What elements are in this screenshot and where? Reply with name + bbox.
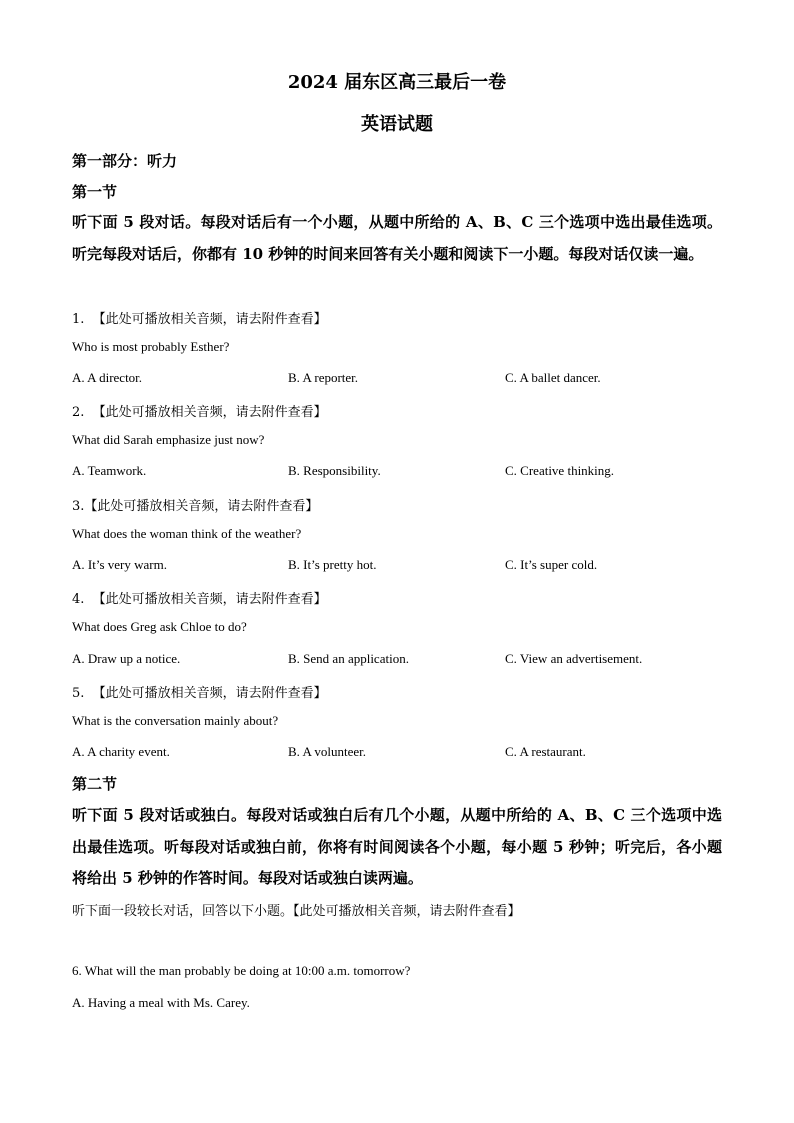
question-6-option-a[interactable]: A. Having a meal with Ms. Carey. [72, 995, 250, 1010]
dialogue-intro: 听下面一段较长对话，回答以下小题。【此处可播放相关音频，请去附件查看】 [72, 904, 521, 919]
question-5-option-b[interactable]: B. A volunteer. [288, 744, 366, 759]
section2-instructions: 听下面 5 段对话或独白。每段对话或独白后有几个小题，从题中所给的 A、B、C 三个选项中选出最佳选项。听每段对话或独白前，你将有时间阅读各个小题，每小题 5 秒钟；听完后，各小题将给出 5 秒钟的作答时间。每段对话或独白读两遍。 [72, 806, 722, 887]
question-2-option-c[interactable]: C. Creative thinking. [505, 463, 615, 478]
question-5-option-a[interactable]: A. A charity event. [72, 744, 170, 759]
exam-title: 2024 届东区高三最后一卷 [287, 72, 507, 93]
question-3-header [72, 495, 318, 514]
question-5-header [72, 682, 327, 701]
question-1-stem: Who is most probably Esther? [72, 339, 230, 354]
section1-heading: 第一节 [72, 183, 118, 201]
question-number: 5. [72, 686, 85, 701]
question-2-stem: What did Sarah emphasize just now? [72, 432, 265, 447]
question-2-option-a[interactable]: A. Teamwork. [72, 463, 147, 478]
question-5-stem: What is the conversation mainly about? [72, 713, 279, 728]
question-3-option-c[interactable]: C. It’s super cold. [505, 557, 598, 572]
exam-subtitle: 英语试题 [361, 114, 433, 135]
question-1-option-b[interactable]: B. A reporter. [288, 370, 359, 385]
question-number: 2. [72, 405, 85, 420]
part1-heading: 第一部分：听力 [72, 152, 178, 170]
question-3-stem: What does the woman think of the weather? [72, 526, 302, 541]
question-5-option-c[interactable]: C. A restaurant. [505, 744, 586, 759]
audio-note: 【此处可播放相关音频，请去附件查看】 [92, 312, 327, 327]
audio-note: 【此处可播放相关音频，请去附件查看】 [92, 405, 327, 420]
question-3-option-b[interactable]: B. It’s pretty hot. [288, 557, 377, 572]
question-4-option-c[interactable]: C. View an advertisement. [505, 651, 643, 666]
question-4-option-a[interactable]: A. Draw up a notice. [72, 651, 181, 666]
section1-instructions: 听下面 5 段对话。每段对话后有一个小题，从题中所给的 A、B、C 三个选项中选出最佳选项。听完每段对话后，你都有 10 秒钟的时间来回答有关小题和阅读下一小题。每段对话仅读一遍。 [72, 213, 722, 263]
audio-note: 【此处可播放相关音频，请去附件查看】 [92, 686, 327, 701]
question-4-option-b[interactable]: B. Send an application. [288, 651, 409, 666]
question-3-option-a[interactable]: A. It’s very warm. [72, 557, 167, 572]
audio-note: 【此处可播放相关音频，请去附件查看】 [92, 592, 327, 607]
question-1-option-c[interactable]: C. A ballet dancer. [505, 370, 601, 385]
question-number: 1. [72, 312, 85, 327]
section2-heading: 第二节 [72, 775, 118, 793]
question-2-option-b[interactable]: B. Responsibility. [288, 463, 381, 478]
question-1-option-a[interactable]: A. A director. [72, 370, 143, 385]
question-number: 3. [72, 499, 85, 514]
question-4-header [72, 588, 327, 607]
question-4-stem: What does Greg ask Chloe to do? [72, 619, 247, 634]
question-2-header [72, 401, 327, 420]
question-number: 4. [72, 592, 85, 607]
question-6-stem: 6. What will the man probably be doing at 10:00 a.m. tomorrow? [72, 963, 411, 978]
question-1-header [72, 308, 327, 327]
audio-note: 【此处可播放相关音频，请去附件查看】 [84, 499, 319, 514]
